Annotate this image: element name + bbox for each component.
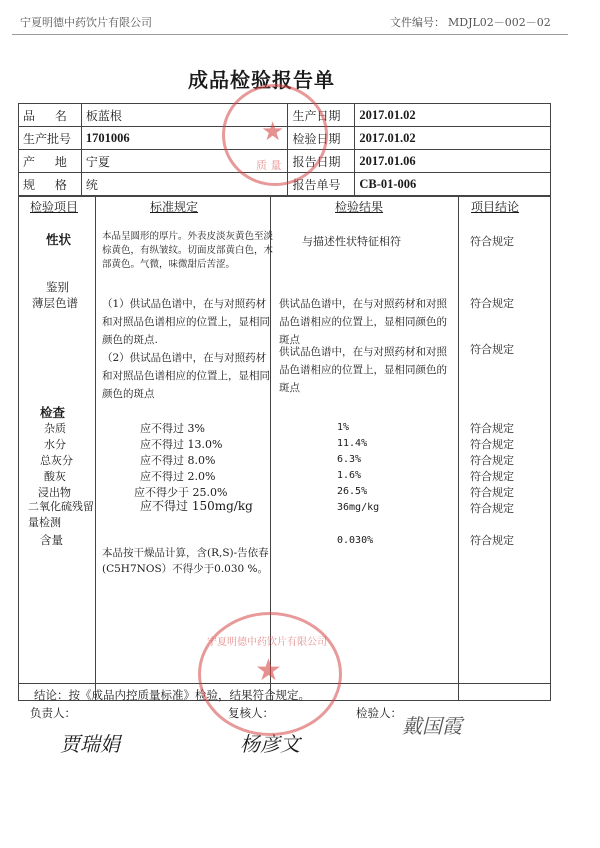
conclusion-acid-ash: 符合规定 <box>470 470 514 483</box>
report-title: 成品检验报告单 <box>188 68 335 92</box>
standard-content: 本品按干燥品计算，含(R,S)-告依春 (C5H7NOS）不得少于0.030 %。 <box>102 547 269 575</box>
insp-date-label: 检验日期 <box>288 127 355 150</box>
column-divider <box>95 196 96 701</box>
header-rule <box>12 34 568 35</box>
standard-impurity: 应不得过 3% <box>140 422 205 435</box>
item-so2: 二氧化硫残留 量检测 <box>28 500 94 529</box>
stamp-subtext: 质 量 <box>256 159 282 172</box>
item-character: 性状 <box>46 232 72 247</box>
file-number-label: 文件编号： <box>390 16 445 29</box>
stamp-star-icon: ★ <box>261 117 285 147</box>
conclusion-text: 结论：按《成品内控质量标准》检验，结果符合规定。 <box>34 688 310 702</box>
standard-character: 本品呈圆形的厚片。外表皮淡灰黄色至淡 棕黄色，有纵皱纹。切面皮部黄白色，木 部黄色。气微，味微甜后苦涩。 <box>102 231 274 270</box>
insp-date: 2017.01.02 <box>355 127 551 150</box>
conclusion-moisture: 符合规定 <box>470 438 514 451</box>
conclusion-character: 符合规定 <box>470 235 514 248</box>
spec: 统 <box>81 173 288 196</box>
report-date: 2017.01.06 <box>355 150 551 173</box>
col-header-result: 检验结果 <box>335 200 384 214</box>
item-total-ash: 总灰分 <box>40 454 73 467</box>
inspector-signature: 戴国霞 <box>402 714 462 738</box>
conclusion-identification-2: 符合规定 <box>470 343 514 356</box>
item-extract: 浸出物 <box>38 486 71 499</box>
result-total-ash: 6.3% <box>337 454 362 465</box>
item-moisture: 水分 <box>44 438 66 451</box>
stamp-company-text: 宁夏明德中药饮片有限公司 <box>207 637 327 648</box>
conclusion-identification-1: 符合规定 <box>470 297 514 310</box>
result-content: 0.030% <box>337 535 374 546</box>
standard-acid-ash: 应不得过 2.0% <box>140 470 216 483</box>
inspector-label: 检验人： <box>356 706 402 720</box>
result-so2: 36mg/kg <box>337 502 380 513</box>
spec-label: 规 格 <box>19 173 82 196</box>
standard-identification-1: （1）供试品色谱中，在与对照药材 和对照品色谱相应的位置上，显相同 颜色的斑点. <box>102 298 270 346</box>
conclusion-total-ash: 符合规定 <box>470 454 514 467</box>
batch-number: 1701006 <box>81 127 288 150</box>
item-tlc: 薄层色谱 <box>32 296 78 310</box>
result-extract: 26.5% <box>337 486 368 497</box>
report-date-label: 报告日期 <box>288 150 355 173</box>
reviewer-signature: 杨彦文 <box>240 732 300 756</box>
origin-label: 产 地 <box>19 150 82 173</box>
prod-date-label: 生产日期 <box>288 104 355 127</box>
column-divider <box>458 196 459 701</box>
result-moisture: 11.4% <box>337 438 368 449</box>
origin: 宁夏 <box>81 150 288 173</box>
result-identification-2: 供试品色谱中，在与对照药材和对照 品色谱相应的位置上，显相同颜色的 斑点 <box>279 346 447 394</box>
col-header-standard: 标准规定 <box>150 200 199 214</box>
item-identification: 鉴别 <box>46 280 69 294</box>
col-header-conclusion: 项目结论 <box>471 200 520 214</box>
name-label: 品 名 <box>19 104 82 127</box>
standard-moisture: 应不得过 13.0% <box>140 438 223 451</box>
conclusion-content: 符合规定 <box>470 534 514 547</box>
quality-stamp <box>222 84 328 186</box>
standard-identification-2: （2）供试品色谱中，在与对照药材 和对照品色谱相应的位置上，显相同 颜色的斑点 <box>102 352 270 400</box>
stamp-star-icon: ★ <box>255 653 282 688</box>
report-no: CB-01-006 <box>355 173 551 196</box>
item-check: 检查 <box>40 405 66 420</box>
col-header-item: 检验项目 <box>30 200 79 214</box>
product-name: 板蓝根 <box>81 104 288 127</box>
item-impurity: 杂质 <box>44 422 66 435</box>
standard-total-ash: 应不得过 8.0% <box>140 454 216 467</box>
item-content: 含量 <box>40 533 63 547</box>
conclusion-impurity: 符合规定 <box>470 422 514 435</box>
file-number: MDJL02－002－02 <box>448 16 551 29</box>
conclusion-so2: 符合规定 <box>470 502 514 515</box>
result-acid-ash: 1.6% <box>337 470 362 481</box>
company-stamp <box>198 612 342 736</box>
result-character: 与描述性状特征相符 <box>302 235 401 248</box>
standard-extract: 应不得少于 25.0% <box>134 486 228 499</box>
conclusion-extract: 符合规定 <box>470 486 514 499</box>
standard-so2: 应不得过 150mg/kg <box>140 499 253 513</box>
responsible-label: 负责人： <box>30 706 76 720</box>
company-name: 宁夏明德中药饮片有限公司 <box>20 16 152 29</box>
batch-label: 生产批号 <box>19 127 82 150</box>
item-acid-ash: 酸灰 <box>44 470 66 483</box>
prod-date: 2017.01.02 <box>355 104 551 127</box>
result-identification-1: 供试品色谱中，在与对照药材和对照 品色谱相应的位置上，显相同颜色的 斑点 <box>279 298 447 346</box>
reviewer-label: 复核人： <box>228 706 274 720</box>
report-no-label: 报告单号 <box>288 173 355 196</box>
responsible-signature: 贾瑞娟 <box>60 732 120 756</box>
result-impurity: 1% <box>337 422 350 433</box>
